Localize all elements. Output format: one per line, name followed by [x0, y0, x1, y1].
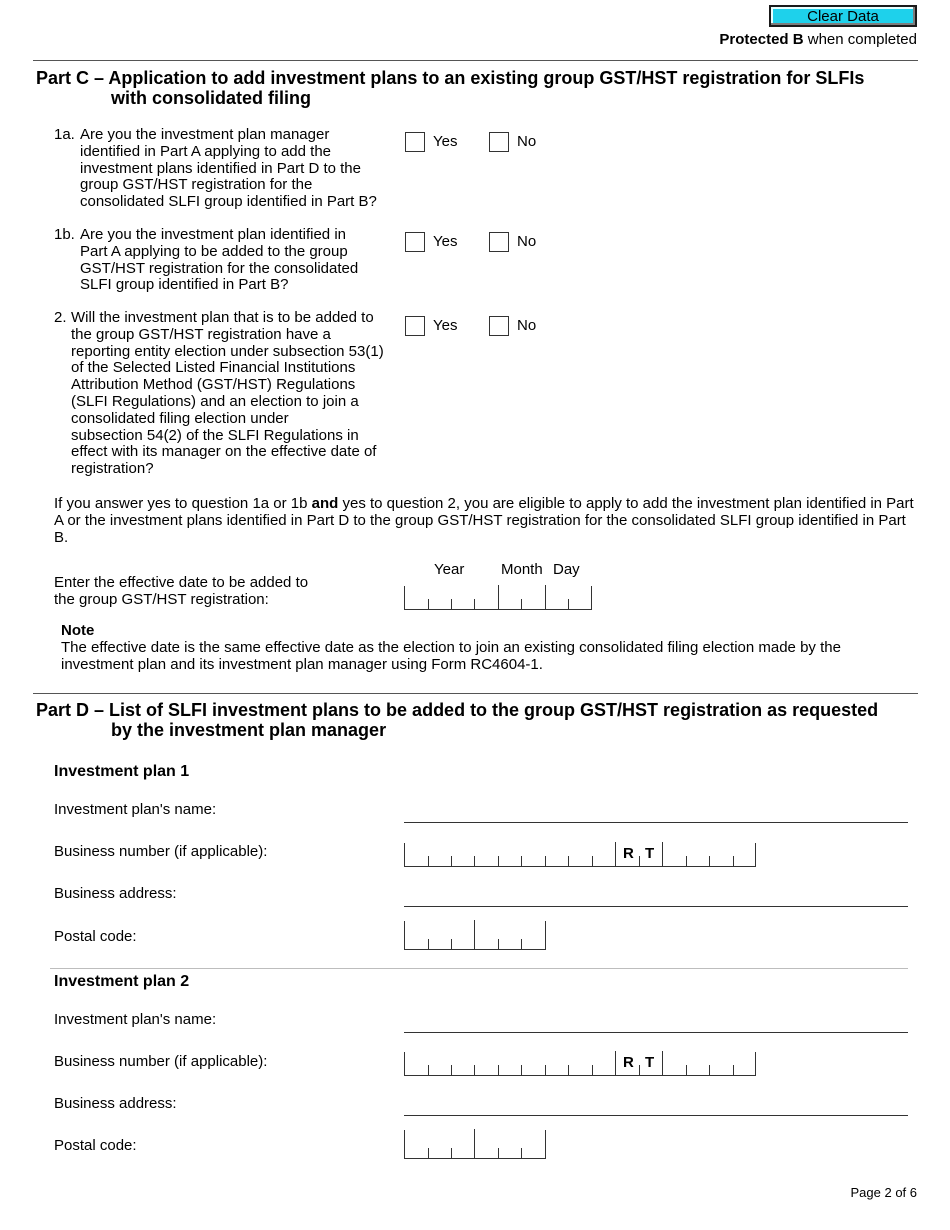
plan2-postal-label: Postal code:	[54, 1137, 137, 1154]
q1a-yes-checkbox[interactable]	[405, 132, 425, 152]
question-line: Are you the investment plan identified in	[80, 226, 346, 243]
comb-divider	[474, 920, 475, 949]
plan1-address-field[interactable]	[404, 906, 908, 907]
plan2-rt-r: R	[623, 1054, 634, 1071]
comb-divider	[451, 599, 452, 609]
q2-yes-label: Yes	[433, 317, 458, 334]
comb-divider	[662, 1051, 663, 1075]
question-line: effect with its manager on the effective date of	[71, 443, 377, 461]
plan2-name-field[interactable]	[404, 1032, 908, 1033]
comb-divider	[639, 856, 640, 866]
part-c-title-line2: with consolidated filing	[111, 88, 311, 108]
divider	[33, 693, 918, 694]
plan1-bn-label: Business number (if applicable):	[54, 843, 268, 860]
comb-divider	[615, 842, 616, 866]
q1b-yes-label: Yes	[433, 233, 458, 250]
comb-divider	[733, 1065, 734, 1075]
protected-b-notice	[719, 31, 917, 48]
comb-divider	[521, 599, 522, 609]
comb-divider	[545, 585, 546, 609]
part-d-title-line2: by the investment plan manager	[111, 720, 387, 740]
comb-divider	[428, 1065, 429, 1075]
question-line: identified in Part A applying to add the	[80, 142, 332, 160]
comb-divider	[521, 1065, 522, 1075]
comb-divider	[568, 599, 569, 609]
comb-divider	[474, 1129, 475, 1158]
note-title: Note	[61, 622, 95, 639]
comb-divider	[709, 856, 710, 866]
question-line: (SLFI Regulations) and an election to join a	[71, 392, 359, 410]
comb-divider	[474, 599, 475, 609]
comb-divider	[428, 1148, 429, 1158]
note-line2: investment plan and its investment plan manager using Form RC4604-1.	[61, 656, 543, 673]
comb-divider	[521, 939, 522, 949]
divider	[50, 968, 908, 969]
comb-divider	[474, 856, 475, 866]
comb-divider	[521, 1148, 522, 1158]
eligibility-text: If you answer yes to question 1a or 1b	[54, 495, 312, 512]
date-month-label: Month	[501, 561, 543, 578]
eligibility-text: yes to question 2, you are eligible to apply to add the investment plan identified in Part A or the investment plans identified in Part D to the group GST/HST registration for the consolidated SLFI group identified in Part B.	[54, 495, 914, 546]
comb-divider	[428, 939, 429, 949]
question-line: group GST/HST registration for the	[80, 176, 313, 194]
comb-divider	[568, 1065, 569, 1075]
comb-divider	[545, 856, 546, 866]
plan1-bn-field[interactable]	[404, 843, 756, 867]
comb-divider	[592, 856, 593, 866]
comb-divider	[451, 939, 452, 949]
comb-divider	[498, 939, 499, 949]
plan1-rt-t: T	[645, 845, 655, 862]
question-line: investment plans identified in Part D to the	[80, 159, 361, 177]
plan1-postal-field[interactable]	[404, 921, 546, 950]
date-year-label: Year	[434, 561, 465, 578]
q1b-yes-checkbox[interactable]	[405, 232, 425, 252]
plan2-bn-label: Business number (if applicable):	[54, 1053, 268, 1070]
question-1a	[54, 127, 399, 211]
part-c-title	[36, 68, 916, 108]
q1a-yes-label: Yes	[433, 133, 458, 150]
question-number: 1b.	[54, 226, 75, 243]
q2-no-checkbox[interactable]	[489, 316, 509, 336]
q1a-no-checkbox[interactable]	[489, 132, 509, 152]
divider	[33, 60, 918, 61]
question-line: consolidated SLFI group identified in Part B?	[80, 193, 377, 211]
comb-divider	[686, 1065, 687, 1075]
question-line: subsection 54(2) of the SLFI Regulations in	[71, 426, 359, 444]
protected-b-suffix: when completed	[803, 31, 917, 48]
eligibility-paragraph	[54, 495, 916, 546]
part-d-title	[36, 700, 916, 740]
note-text	[61, 639, 916, 673]
question-line: GST/HST registration for the consolidated	[80, 259, 359, 277]
q2-no-label: No	[517, 317, 537, 334]
note-line1: The effective date is the same effective date as the election to join an existing consolidated filing election made by the	[61, 639, 841, 656]
question-number: 1a.	[54, 126, 75, 143]
question-line: consolidated filing election under	[71, 409, 289, 427]
comb-divider	[498, 856, 499, 866]
comb-divider	[428, 856, 429, 866]
comb-divider	[592, 1065, 593, 1075]
effective-date-label-line2: the group GST/HST registration:	[54, 591, 269, 608]
eligibility-and: and	[311, 495, 339, 512]
comb-divider	[709, 1065, 710, 1075]
comb-divider	[498, 1148, 499, 1158]
question-line: SLFI group identified in Part B?	[80, 276, 289, 294]
comb-divider	[498, 1065, 499, 1075]
plan1-address-label: Business address:	[54, 885, 177, 902]
protected-b-label: Protected B	[719, 31, 804, 48]
question-line: Attribution Method (GST/HST) Regulations	[71, 376, 356, 394]
plan2-postal-field[interactable]	[404, 1130, 546, 1159]
part-c-title-line1: Part C – Application to add investment plans to an existing group GST/HST registration for SLFIs	[36, 68, 865, 88]
effective-date-label	[54, 574, 308, 608]
comb-divider	[451, 1148, 452, 1158]
question-number: 2.	[54, 309, 67, 326]
question-2	[54, 310, 399, 478]
plan2-address-field[interactable]	[404, 1115, 908, 1116]
plan2-bn-field[interactable]	[404, 1052, 756, 1076]
plan2-name-label: Investment plan's name:	[54, 1011, 217, 1028]
plan1-rt-r: R	[623, 845, 634, 862]
effective-date-label-line1: Enter the effective date to be added to	[54, 574, 309, 591]
plan2-address-label: Business address:	[54, 1095, 177, 1112]
comb-divider	[686, 856, 687, 866]
comb-divider	[639, 1065, 640, 1075]
plan2-rt-t: T	[645, 1054, 655, 1071]
question-line: reporting entity election under subsection 53(1)	[71, 342, 384, 360]
clear-data-button[interactable]: Clear Data	[769, 5, 917, 27]
question-line: Will the investment plan that is to be added to	[71, 309, 374, 326]
question-line: Are you the investment plan manager	[80, 126, 330, 143]
page-number: Page 2 of 6	[850, 1185, 917, 1200]
comb-divider	[474, 1065, 475, 1075]
comb-divider	[451, 1065, 452, 1075]
comb-divider	[733, 856, 734, 866]
effective-date-field[interactable]	[404, 586, 592, 610]
investment-plan-2-title: Investment plan 2	[54, 973, 190, 990]
investment-plan-1-title: Investment plan 1	[54, 763, 190, 780]
comb-divider	[662, 842, 663, 866]
q1a-no-label: No	[517, 133, 537, 150]
question-line: Part A applying to be added to the group	[80, 242, 348, 260]
comb-divider	[615, 1051, 616, 1075]
plan1-name-field[interactable]	[404, 822, 908, 823]
comb-divider	[428, 599, 429, 609]
question-1b	[54, 227, 399, 294]
comb-divider	[498, 585, 499, 609]
question-line: of the Selected Listed Financial Institutions	[71, 359, 356, 377]
question-line: the group GST/HST registration have a	[71, 325, 331, 343]
plan1-name-label: Investment plan's name:	[54, 801, 217, 818]
q1b-no-checkbox[interactable]	[489, 232, 509, 252]
date-day-label: Day	[553, 561, 580, 578]
question-line: registration?	[71, 460, 154, 478]
part-d-title-line1: Part D – List of SLFI investment plans to be added to the group GST/HST registration as requested	[36, 700, 879, 720]
comb-divider	[451, 856, 452, 866]
comb-divider	[568, 856, 569, 866]
q1b-no-label: No	[517, 233, 537, 250]
comb-divider	[521, 856, 522, 866]
q2-yes-checkbox[interactable]	[405, 316, 425, 336]
comb-divider	[545, 1065, 546, 1075]
plan1-postal-label: Postal code:	[54, 928, 137, 945]
